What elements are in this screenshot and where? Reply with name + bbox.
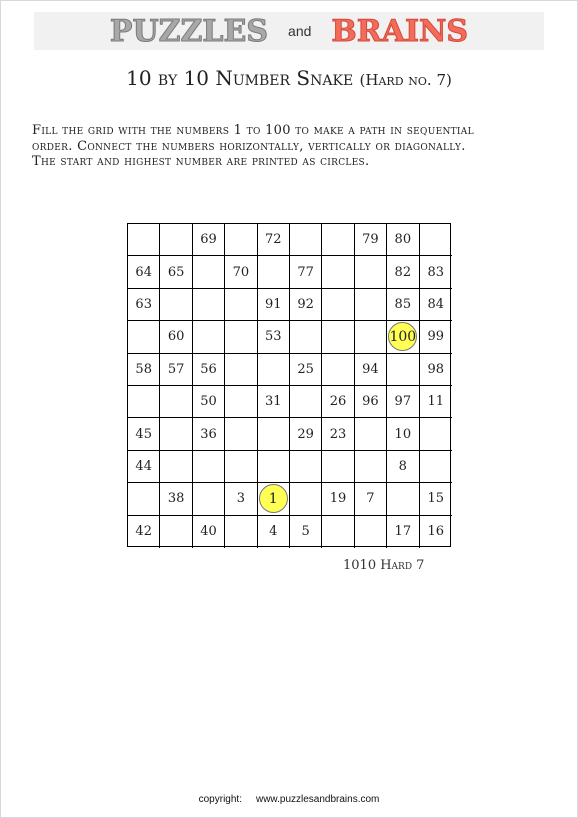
given-number: 92 <box>297 296 314 312</box>
given-number: 44 <box>135 458 152 474</box>
given-number: 50 <box>200 394 217 410</box>
grid-cell[interactable] <box>128 451 160 483</box>
grid-cell[interactable] <box>128 289 160 321</box>
given-number: 17 <box>394 524 412 540</box>
grid-cell[interactable] <box>225 451 257 483</box>
given-number: 57 <box>167 361 185 377</box>
grid-cell[interactable] <box>193 418 225 450</box>
grid-cell[interactable] <box>160 516 192 548</box>
grid-cell[interactable] <box>322 256 354 288</box>
grid-cell[interactable] <box>355 321 387 353</box>
grid-cell[interactable] <box>290 386 322 418</box>
given-number: 97 <box>394 394 412 410</box>
given-number: 31 <box>264 394 282 410</box>
grid-cell[interactable] <box>258 418 290 450</box>
grid-cell[interactable] <box>387 354 419 386</box>
grid-cell[interactable] <box>355 418 387 450</box>
given-number: 42 <box>135 524 152 540</box>
grid-cell[interactable] <box>387 224 419 256</box>
instructions <box>32 123 552 170</box>
grid-cell[interactable] <box>258 516 290 548</box>
logo-brains-text: BRAINS <box>331 13 469 49</box>
grid-cell[interactable] <box>290 321 322 353</box>
grid-cell[interactable] <box>225 386 257 418</box>
given-number: 77 <box>297 264 314 280</box>
grid-cell[interactable] <box>225 289 257 321</box>
grid-cell[interactable] <box>193 516 225 548</box>
instructions-line: The start and highest number are printed as circles. <box>32 154 370 169</box>
grid-cell[interactable] <box>193 386 225 418</box>
given-number: 10 <box>394 426 412 442</box>
logo-puzzles-text: PUZZLES <box>109 13 269 49</box>
given-number: 84 <box>427 296 444 312</box>
grid-cell[interactable] <box>160 451 192 483</box>
number-snake-grid <box>127 223 451 547</box>
grid-cell[interactable] <box>258 483 290 515</box>
grid-cell[interactable] <box>387 483 419 515</box>
grid-cell[interactable] <box>225 354 257 386</box>
instructions-line: Fill the grid with the numbers 1 to 100 to make a path in sequential <box>32 123 474 138</box>
given-number: 23 <box>329 426 347 442</box>
grid-cell[interactable] <box>387 289 419 321</box>
given-number: 72 <box>264 232 282 248</box>
grid-cell[interactable] <box>420 451 452 483</box>
grid-cell[interactable] <box>387 516 419 548</box>
grid-cell[interactable] <box>128 386 160 418</box>
given-number: 83 <box>427 264 444 280</box>
grid-cell[interactable] <box>128 354 160 386</box>
puzzle-difficulty: (Hard no. 7) <box>359 71 452 89</box>
grid-cell[interactable] <box>160 354 192 386</box>
puzzle-code: 1010 Hard 7 <box>343 558 425 573</box>
given-number: 98 <box>427 361 444 377</box>
grid-cell[interactable] <box>160 386 192 418</box>
grid-cell[interactable] <box>355 224 387 256</box>
grid-cell[interactable] <box>420 483 452 515</box>
grid-cell[interactable] <box>290 289 322 321</box>
given-number: 82 <box>394 264 412 280</box>
grid-cell[interactable] <box>225 483 257 515</box>
grid-cell[interactable] <box>128 418 160 450</box>
grid-cell[interactable] <box>193 224 225 256</box>
grid-cell[interactable] <box>258 321 290 353</box>
grid-cell[interactable] <box>387 321 419 353</box>
grid-cell[interactable] <box>225 321 257 353</box>
grid-cell[interactable] <box>290 256 322 288</box>
grid-cell[interactable] <box>355 451 387 483</box>
grid-cell[interactable] <box>128 224 160 256</box>
grid-cell[interactable] <box>322 289 354 321</box>
given-number: 99 <box>427 329 444 345</box>
website-link[interactable]: www.puzzlesandbrains.com <box>255 794 380 805</box>
given-number: 26 <box>329 394 347 410</box>
grid-cell[interactable] <box>258 451 290 483</box>
copyright-label: copyright: <box>198 794 242 805</box>
puzzle-title-main: 10 by 10 Number Snake <box>126 66 354 90</box>
grid-cell[interactable] <box>420 418 452 450</box>
given-number: 4 <box>269 524 278 540</box>
given-number: 63 <box>135 296 152 312</box>
start-number-circle: 1 <box>259 484 288 513</box>
highest-number-circle: 100 <box>388 322 417 351</box>
given-number: 60 <box>167 329 185 345</box>
grid-cell[interactable] <box>128 321 160 353</box>
given-number: 29 <box>297 426 314 442</box>
grid-cell[interactable] <box>322 321 354 353</box>
given-number: 36 <box>200 426 217 442</box>
grid-cell[interactable] <box>355 516 387 548</box>
grid-cell[interactable] <box>420 289 452 321</box>
grid-cell[interactable] <box>355 289 387 321</box>
grid-cell[interactable] <box>160 256 192 288</box>
grid-cell[interactable] <box>290 483 322 515</box>
grid-cell[interactable] <box>160 483 192 515</box>
grid-cell[interactable] <box>258 256 290 288</box>
grid-cell[interactable] <box>322 451 354 483</box>
given-number: 94 <box>362 361 379 377</box>
given-number: 45 <box>135 426 152 442</box>
given-number: 16 <box>427 524 444 540</box>
grid-cell[interactable] <box>387 418 419 450</box>
grid-cell[interactable] <box>387 451 419 483</box>
grid-cell[interactable] <box>160 224 192 256</box>
grid-cell[interactable] <box>420 224 452 256</box>
grid-cell[interactable] <box>322 483 354 515</box>
grid-cell[interactable] <box>193 256 225 288</box>
grid-cell[interactable] <box>420 256 452 288</box>
given-number: 70 <box>232 264 250 280</box>
given-number: 56 <box>200 361 217 377</box>
given-number: 96 <box>362 394 379 410</box>
grid-cell[interactable] <box>193 354 225 386</box>
grid-cell[interactable] <box>322 354 354 386</box>
grid-cell[interactable] <box>258 289 290 321</box>
grid-cell[interactable] <box>387 256 419 288</box>
given-number: 19 <box>329 491 347 507</box>
grid-cell[interactable] <box>128 516 160 548</box>
given-number: 64 <box>135 264 152 280</box>
grid-cell[interactable] <box>258 354 290 386</box>
given-number: 79 <box>362 232 379 248</box>
given-number: 5 <box>301 524 310 540</box>
given-number: 15 <box>427 491 444 507</box>
given-number: 85 <box>394 296 412 312</box>
grid-cell[interactable] <box>128 483 160 515</box>
grid-cell[interactable] <box>322 418 354 450</box>
given-number: 91 <box>264 296 282 312</box>
grid-cell[interactable] <box>225 224 257 256</box>
grid-cell[interactable] <box>225 516 257 548</box>
grid-cell[interactable] <box>322 224 354 256</box>
grid-cell[interactable] <box>160 418 192 450</box>
grid-cell[interactable] <box>387 386 419 418</box>
grid-cell[interactable] <box>193 321 225 353</box>
grid-cell[interactable] <box>355 483 387 515</box>
grid-cell[interactable] <box>355 386 387 418</box>
given-number: 53 <box>264 329 282 345</box>
given-number: 8 <box>398 458 407 474</box>
given-number: 25 <box>297 361 314 377</box>
instructions-line: order. Connect the numbers horizontally, vertically or diagonally. <box>32 138 466 154</box>
given-number: 11 <box>427 394 444 410</box>
copyright-footer <box>0 794 578 805</box>
grid-cell[interactable] <box>128 256 160 288</box>
given-number: 80 <box>394 232 412 248</box>
grid-cell[interactable] <box>225 418 257 450</box>
grid-cell[interactable] <box>290 451 322 483</box>
grid-cell[interactable] <box>290 418 322 450</box>
grid-cell[interactable] <box>290 354 322 386</box>
grid-cell[interactable] <box>225 256 257 288</box>
given-number: 69 <box>200 232 217 248</box>
grid-cell[interactable] <box>420 321 452 353</box>
grid-cell[interactable] <box>160 321 192 353</box>
grid-cell[interactable] <box>160 289 192 321</box>
given-number: 3 <box>236 491 245 507</box>
given-number: 7 <box>366 491 375 507</box>
given-number: 58 <box>135 361 152 377</box>
given-number: 38 <box>167 491 185 507</box>
grid-cell[interactable] <box>290 224 322 256</box>
logo-and-text: and <box>288 23 312 39</box>
grid-cell[interactable] <box>420 354 452 386</box>
grid-cell[interactable] <box>322 386 354 418</box>
grid-cell[interactable] <box>193 483 225 515</box>
grid-cell[interactable] <box>193 451 225 483</box>
grid-cell[interactable] <box>355 354 387 386</box>
given-number: 65 <box>167 264 185 280</box>
grid-cell[interactable] <box>193 289 225 321</box>
grid-cell[interactable] <box>420 516 452 548</box>
grid-cell[interactable] <box>258 224 290 256</box>
site-logo-banner <box>34 12 544 50</box>
grid-cell[interactable] <box>322 516 354 548</box>
grid-cell[interactable] <box>258 386 290 418</box>
grid-cell[interactable] <box>290 516 322 548</box>
puzzle-title <box>0 66 578 90</box>
given-number: 40 <box>200 524 217 540</box>
grid-cell[interactable] <box>355 256 387 288</box>
grid-cell[interactable] <box>420 386 452 418</box>
